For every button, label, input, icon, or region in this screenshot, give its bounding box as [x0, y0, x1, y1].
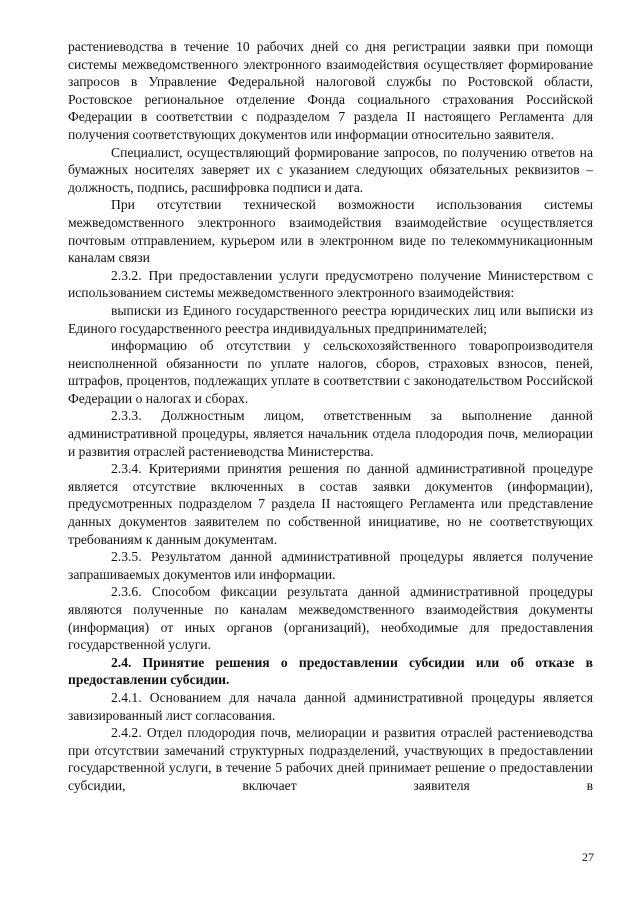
section-heading-2-4: 2.4. Принятие решения о предоставлении субсидии или об отказе в предоставлении субсидии. — [68, 654, 593, 688]
paragraph-specialist: Специалист, осуществляющий формирование запросов, по получению ответов на бумажных носителях заверяет их с указанием следующих обязательных реквизитов – должность, подпись, расшифровка подписи и дата. — [68, 144, 593, 195]
paragraph-tax-information: информацию об отсутствии у сельскохозяйственного товаропроизводителя неисполненной обязанности по уплате налогов, сборов, страховых взносов, пеней, штрафов, процентов, подлежащих уплате в соответствии с законодательством Российской Федерации о налогах и сборах. — [68, 338, 593, 406]
paragraph-2-4-1: 2.4.1. Основанием для начала данной административной процедуры является завизированный лист согласования. — [68, 689, 593, 723]
paragraph-2-4-2: 2.4.2. Отдел плодородия почв, мелиорации и развития отраслей растениеводства при отсутствии замечаний структурных подразделений, участвующих в предоставлении государственной услуги, в течение 5 рабочих дней принимает решение о предоставлении субсидии, включает заявителя в — [68, 725, 593, 793]
paragraph-2-3-6: 2.3.6. Способом фиксации результата данной административной процедуры являются полученные по каналам межведомственного взаимодействия документы (информация) от иных органов (организаций), необходимые для предоставления государственной услуги. — [68, 584, 593, 653]
paragraph-registry-extracts: выписки из Единого государственного реестра юридических лиц или выписки из Единого государственного реестра индивидуальных предпринимателей; — [68, 302, 593, 336]
paragraph-2-3-4: 2.3.4. Критериями принятия решения по данной административной процедуре является отсутствие включенных в состав заявки документов (информации), предусмотренных подразделом 7 раздела II настоящего Регламента или представление данных документов заявителем по собственной инициативе, но не соответствующих требованиям к данным документам. — [68, 461, 593, 547]
paragraph-no-technical-possibility: При отсутствии технической возможности использования системы межведомственного электронного взаимодействия взаимодействие осуществляется почтовым отправлением, курьером или в электронном виде по телекоммуникационным каналам связи — [68, 197, 593, 266]
paragraph-2-3-2: 2.3.2. При предоставлении услуги предусмотрено получение Министерством с использованием системы межведомственного электронного взаимодействия: — [68, 267, 593, 301]
document-page — [68, 38, 593, 795]
paragraph-2-3-3: 2.3.3. Должностным лицом, ответственным за выполнение данной административной процедуры, является начальник отдела плодородия почв, мелиорации и развития отраслей растениеводства Министерства. — [68, 408, 593, 459]
page-number: 27 — [582, 850, 594, 864]
paragraph-continuation: растениеводства в течение 10 рабочих дней со дня регистрации заявки при помощи системы межведомственного электронного взаимодействия осуществляет формирование запросов в Управление Федеральной налоговой службы по Ростовской области, Ростовское региональное отделение Фонда социального страхования Российской Федерации в соответствии с подразделом 7 раздела II настоящего Регламента для получения соответствующих документов или информации относительно заявителя. — [68, 39, 593, 142]
paragraph-2-3-5: 2.3.5. Результатом данной административной процедуры является получение запрашиваемых документов или информации. — [68, 549, 593, 582]
